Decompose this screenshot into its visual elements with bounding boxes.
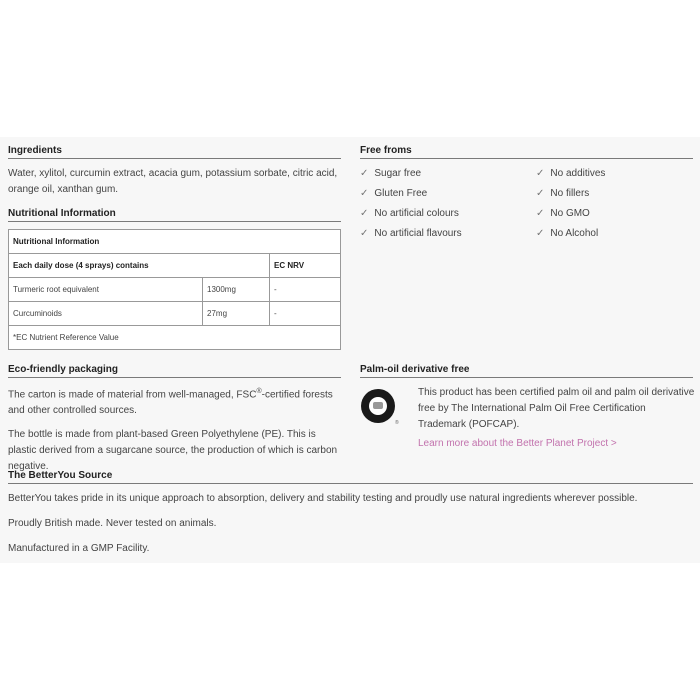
table-footnote: *EC Nutrient Reference Value [9,326,341,350]
free-from-item [536,188,589,199]
table-header-row [9,254,341,278]
eco-section [8,364,341,475]
free-from-item [536,228,598,239]
row-name: Curcuminoids [9,302,203,326]
free-froms-heading: Free froms [360,145,693,159]
row-nrv: - [270,302,341,326]
palm-heading: Palm-oil derivative free [360,364,693,378]
table-footnote-row [9,326,341,350]
logo-registered-mark: ® [395,420,399,426]
free-from-label: Sugar free [374,168,422,179]
free-from-item [536,168,605,179]
better-planet-link[interactable]: Learn more about the Better Planet Project > [418,438,617,449]
free-froms-section [360,145,693,159]
row-name: Turmeric root equivalent [9,278,203,302]
check-icon: ✓ [536,168,545,179]
row-nrv: - [270,278,341,302]
palm-text: This product has been certified palm oil and palm oil derivative free by The International Palm Oil Free Certification Trademark (POFCAP). [418,387,695,430]
table-row [9,302,341,326]
table-header-nrv: EC NRV [270,254,341,278]
source-heading: The BetterYou Source [8,470,693,484]
nutrition-heading: Nutritional Information [8,208,341,222]
free-from-label: No fillers [550,188,590,199]
table-title: Nutritional Information [9,230,341,254]
check-icon: ✓ [536,228,545,239]
table-header-label: Each daily dose (4 sprays) contains [9,254,270,278]
source-section [8,470,693,557]
nutrition-section [8,208,341,222]
ingredients-section [8,145,341,198]
free-from-label: No artificial flavours [374,228,462,239]
free-from-item [360,188,427,199]
palm-oil-free-logo-icon [361,389,395,423]
free-from-item [536,208,590,219]
free-from-label: Gluten Free [374,188,428,199]
check-icon: ✓ [360,168,369,179]
source-p3: Manufactured in a GMP Facility. [8,543,150,554]
source-p2: Proudly British made. Never tested on animals. [8,518,217,529]
free-from-label: No artificial colours [374,208,459,219]
palm-text-block [418,385,696,452]
table-row [9,278,341,302]
row-amount: 27mg [203,302,270,326]
eco-bottle-text: The bottle is made from plant-based Green Polyethylene (PE). This is plastic derived from a sugarcane source, the production of which is carbon negative. [8,429,338,473]
palm-section [360,364,693,378]
free-from-item [360,228,462,239]
logo-face [373,402,383,409]
check-icon: ✓ [536,188,545,199]
check-icon: ✓ [536,208,545,219]
free-from-label: No GMO [550,208,590,219]
ingredients-heading: Ingredients [8,145,341,159]
free-from-label: No Alcohol [550,228,599,239]
free-from-label: No additives [550,168,606,179]
free-from-item [360,208,459,219]
nutrition-table [8,229,341,350]
eco-heading: Eco-friendly packaging [8,364,341,378]
eco-carton-b: -certified forests and other controlled sources. [8,389,333,417]
registered-mark: ® [256,388,262,395]
ingredients-line-1: Water, xylitol, curcumin extract, acacia gum, potassium sorbate, citric acid, [8,168,338,179]
table-title-row [9,230,341,254]
check-icon: ✓ [360,228,369,239]
free-from-item [360,168,421,179]
ingredients-text [8,166,341,198]
check-icon: ✓ [360,208,369,219]
source-p1: BetterYou takes pride in its unique approach to absorption, delivery and stability testing and proudly use natural ingredients wherever possible. [8,493,638,504]
check-icon: ✓ [360,188,369,199]
eco-carton-text [8,384,341,419]
eco-carton-a: The carton is made of material from well-managed, FSC [8,389,257,401]
ingredients-line-2: orange oil, xanthan gum. [8,184,119,195]
row-amount: 1300mg [203,278,270,302]
